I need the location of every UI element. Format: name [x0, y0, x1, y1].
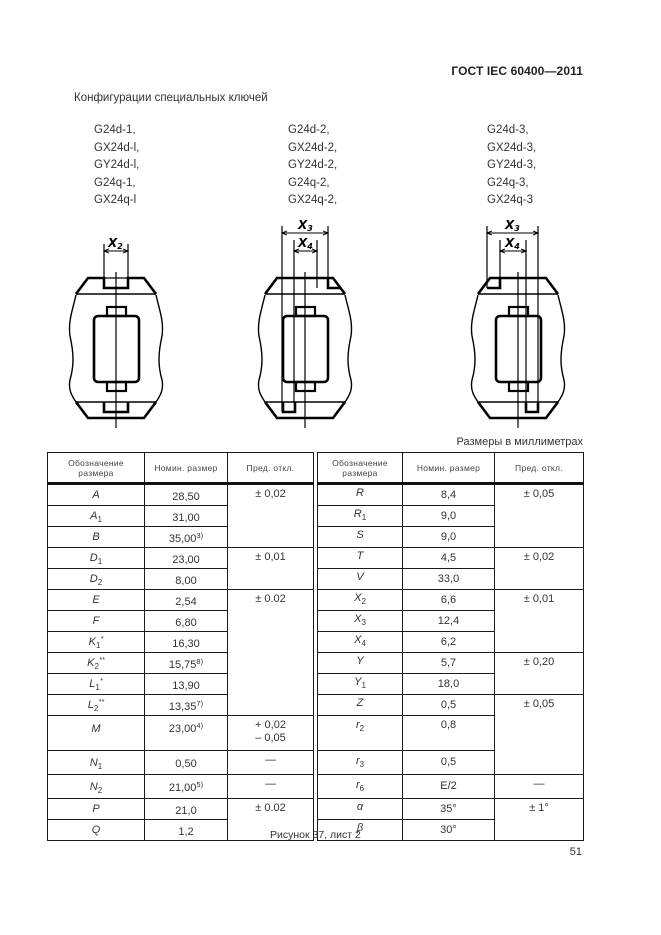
nominal-size: 12,4 — [403, 611, 495, 632]
tolerance: ± 0.02 — [228, 799, 314, 841]
dimension-symbol: P — [48, 799, 145, 820]
units-note: Размеры в миллиметрах — [456, 436, 583, 448]
tolerance: ± 0,01 — [495, 590, 584, 653]
nominal-size: 8,00 — [145, 569, 228, 590]
header-nominal: Номин. размер — [403, 453, 495, 484]
lamp-type: GX24d-3, — [487, 141, 537, 154]
tolerance: + 0,02 – 0,05 — [228, 716, 314, 751]
tolerance: ± 0,02 — [228, 484, 314, 548]
nominal-size: 35,00$^{3)}$ — [145, 527, 228, 548]
tolerance: — — [228, 775, 314, 799]
nominal-size: 18,0 — [403, 674, 495, 695]
header-designation: Обозначение размера — [48, 453, 145, 484]
header-tolerance: Пред. откл. — [495, 453, 584, 484]
tolerance: — — [495, 775, 584, 799]
nominal-size: 31,00 — [145, 506, 228, 527]
dimension-symbol: α — [318, 799, 403, 820]
tolerance: ± 1° — [495, 799, 584, 841]
standard-code: ГОСТ IEC 60400—2011 — [451, 64, 583, 78]
lamp-type: GX24q-3 — [487, 194, 534, 207]
dimension-label-x2: X2 — [108, 236, 123, 251]
key-configuration-drawings — [0, 210, 661, 440]
nominal-size: 6,80 — [145, 611, 228, 632]
nominal-size: 9,0 — [403, 506, 495, 527]
lamp-group-3 — [487, 122, 536, 210]
lamp-group-1 — [94, 122, 139, 210]
dimension-symbol: $r_3$ — [318, 751, 403, 775]
nominal-size: 2,54 — [145, 590, 228, 611]
dimension-symbol: R — [318, 484, 403, 506]
nominal-size: 4,5 — [403, 548, 495, 569]
lamp-type: GY24d-2, — [288, 159, 338, 172]
figure-caption: Рисунок 37, лист 2 — [270, 829, 361, 841]
dimension-symbol: S — [318, 527, 403, 548]
header-nominal: Номин. размер — [145, 453, 228, 484]
tolerance: ± 0,05 — [495, 695, 584, 775]
lamp-type: G24d-2, — [288, 124, 330, 136]
lamp-type: GX24d-l, — [94, 141, 140, 154]
tolerance: ± 0,20 — [495, 653, 584, 695]
nominal-size: 33,0 — [403, 569, 495, 590]
dimension-symbol: $D_2$ — [48, 569, 145, 590]
dimension-symbol: $Y_1$ — [318, 674, 403, 695]
nominal-size: 0,5 — [403, 695, 495, 716]
nominal-size: 23,00 — [145, 548, 228, 569]
dimension-symbol: $K_1^*$ — [48, 632, 145, 653]
tolerance: ± 0,02 — [495, 548, 584, 590]
lamp-type: G24d-1, — [94, 124, 136, 136]
dimension-symbol: E — [48, 590, 145, 611]
tolerance: ± 0.02 — [228, 590, 314, 716]
header-designation: Обозначение размера — [318, 453, 403, 484]
nominal-size: 23,00$^{4)}$ — [145, 716, 228, 751]
drawing-key-1 — [69, 244, 162, 428]
nominal-size: 0,8 — [403, 716, 495, 751]
tolerance: ± 0,05 — [495, 484, 584, 548]
dimension-symbol: β — [318, 820, 403, 841]
nominal-size: 13,90 — [145, 674, 228, 695]
lamp-type: GX24d-2, — [288, 141, 338, 154]
dimension-symbol: $X_4$ — [318, 632, 403, 653]
dimension-symbol: Q — [48, 820, 145, 841]
dimension-symbol: $N_1$ — [48, 751, 145, 775]
nominal-size: 0,5 — [403, 751, 495, 775]
page-number: 51 — [569, 846, 582, 858]
dimension-label-x4: X4 — [505, 236, 520, 251]
dimension-symbol: $D_1$ — [48, 548, 145, 569]
dimension-symbol: $X_2$ — [318, 590, 403, 611]
nominal-size: 5,7 — [403, 653, 495, 674]
dimension-symbol: $N_2$ — [48, 775, 145, 799]
lamp-type: GY24d-l, — [94, 159, 140, 172]
dimension-symbol: V — [318, 569, 403, 590]
dimension-symbol: $L_1^*$ — [48, 674, 145, 695]
table-header-row — [48, 453, 584, 484]
header-tolerance: Пред. откл. — [228, 453, 314, 484]
nominal-size: 21,0 — [145, 799, 228, 820]
lamp-type: G24q-2, — [288, 176, 330, 189]
nominal-size: 13,35$^{7)}$ — [145, 695, 228, 716]
lamp-type: G24q-1, — [94, 176, 136, 189]
section-title: Конфигурации специальных ключей — [74, 92, 268, 104]
dimension-symbol: Z — [318, 695, 403, 716]
nominal-size: 8,4 — [403, 484, 495, 506]
tolerance: — — [228, 751, 314, 775]
lamp-type: GY24d-3, — [487, 159, 537, 172]
dimension-symbol: B — [48, 527, 145, 548]
lamp-type: GX24q-2, — [288, 194, 338, 207]
nominal-size: 6,2 — [403, 632, 495, 653]
nominal-size: 21,00$^{5)}$ — [145, 775, 228, 799]
nominal-size: 6,6 — [403, 590, 495, 611]
dimension-symbol: $X_3$ — [318, 611, 403, 632]
dimension-label-x4: X4 — [298, 236, 313, 251]
dimension-label-x3: X3 — [505, 218, 520, 233]
dimension-symbol: $A_1$ — [48, 506, 145, 527]
dimension-symbol: $L_2^{**}$ — [48, 695, 145, 716]
dimension-symbol: $r_2$ — [318, 716, 403, 751]
drawing-key-3 — [471, 226, 564, 428]
nominal-size: 1,2 — [145, 820, 228, 841]
dimension-symbol: A — [48, 484, 145, 506]
dimension-symbol: M — [48, 716, 145, 751]
nominal-size: 28,50 — [145, 484, 228, 506]
nominal-size: 9,0 — [403, 527, 495, 548]
nominal-size: E/2 — [403, 775, 495, 799]
dimension-symbol: $R_1$ — [318, 506, 403, 527]
nominal-size: 16,30 — [145, 632, 228, 653]
lamp-type: G24d-3, — [487, 124, 529, 136]
nominal-size: 0,50 — [145, 751, 228, 775]
nominal-size: 15,75$^{8)}$ — [145, 653, 228, 674]
dimension-symbol: Y — [318, 653, 403, 674]
drawing-key-2 — [258, 226, 351, 428]
nominal-size: 30° — [403, 820, 495, 841]
dimension-label-x3: X3 — [298, 218, 313, 233]
lamp-type: GX24q-l — [94, 194, 137, 207]
dimension-symbol: $r_6$ — [318, 775, 403, 799]
dimensions-table — [47, 452, 584, 841]
dimension-symbol: T — [318, 548, 403, 569]
lamp-group-2 — [288, 122, 337, 210]
lamp-type: G24q-3, — [487, 176, 529, 189]
dimension-symbol: $K_2^{**}$ — [48, 653, 145, 674]
dimension-symbol: F — [48, 611, 145, 632]
nominal-size: 35° — [403, 799, 495, 820]
tolerance: ± 0,01 — [228, 548, 314, 590]
